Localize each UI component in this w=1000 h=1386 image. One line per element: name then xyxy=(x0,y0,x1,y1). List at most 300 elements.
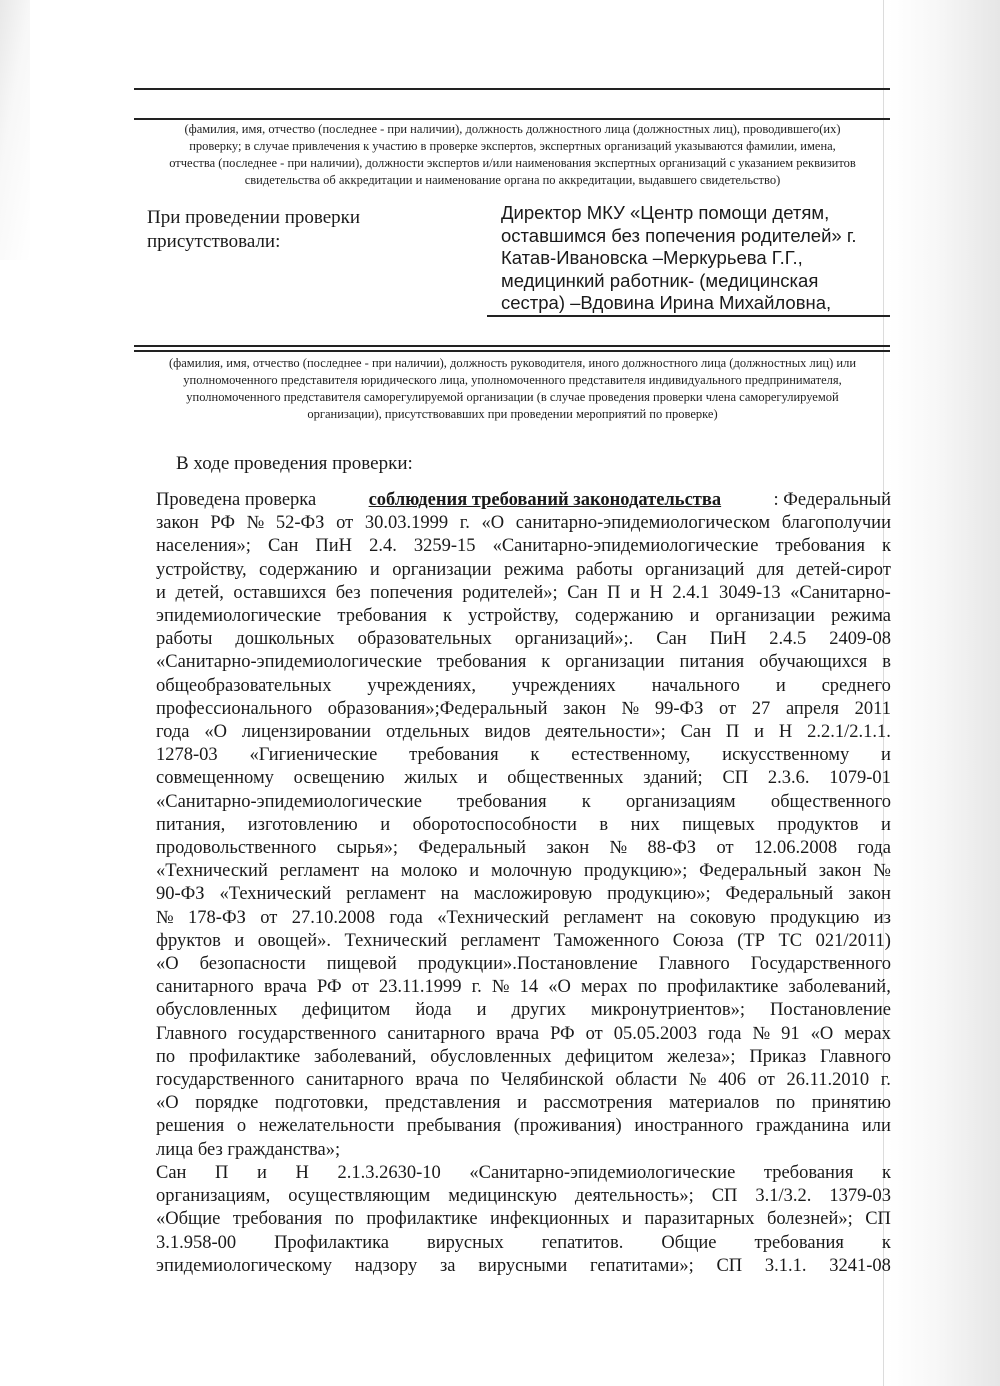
body-word: пищевых xyxy=(682,814,755,835)
body-word: нежелательности xyxy=(258,1116,395,1137)
body-word: освещению xyxy=(293,768,385,789)
body-word: 30.03.1999 xyxy=(364,513,449,534)
body-word: врача xyxy=(496,1023,540,1044)
body-word: 2.2.1/2.1.1. xyxy=(807,722,891,743)
body-word: из xyxy=(873,907,891,928)
body-word: ПиН xyxy=(315,536,353,557)
body-word: Н xyxy=(778,722,793,743)
body-word: Общие xyxy=(661,1232,717,1253)
body-line xyxy=(156,628,891,651)
body-word: изготовлению xyxy=(247,814,358,835)
body-word: врача xyxy=(415,1070,459,1091)
body-word: 3049-13 xyxy=(718,582,781,603)
body-word: детей-сирот xyxy=(796,559,891,580)
body-word: «Санитарно- xyxy=(790,582,891,603)
body-word: масложировую xyxy=(473,884,593,905)
body-word: решения xyxy=(156,1116,225,1137)
body-line xyxy=(156,1255,891,1278)
body-word: ПиН xyxy=(709,629,747,650)
body-word: 3259-15 xyxy=(413,536,476,557)
body-word: безопасности xyxy=(199,954,306,975)
body-word: в xyxy=(882,652,891,673)
body-word: без xyxy=(335,582,361,603)
body-word: Федеральный xyxy=(725,884,834,905)
body-word: 2.4.1 xyxy=(672,582,710,603)
body-word: и xyxy=(622,1209,632,1230)
body-word: № xyxy=(609,838,628,859)
body-word: деятельность»; xyxy=(574,1186,694,1207)
body-word: СП xyxy=(722,768,749,789)
body-word: «О xyxy=(481,513,505,534)
body-word: за xyxy=(439,1255,456,1276)
body-word: или xyxy=(861,1116,891,1137)
body-word: Главного xyxy=(819,1046,891,1067)
body-word: 90-ФЗ xyxy=(156,884,205,905)
body-word: и xyxy=(517,1093,528,1114)
body-word: продукцию xyxy=(770,907,860,928)
body-word: профилактике xyxy=(366,1209,478,1230)
body-word: (ТР xyxy=(737,930,765,951)
body-lines-group-2 xyxy=(156,1162,891,1278)
body-word: общеобразовательных xyxy=(156,675,332,696)
body-word: жилых xyxy=(404,768,458,789)
body-line xyxy=(156,1162,891,1185)
body-word: 3241-08 xyxy=(829,1255,891,1276)
body-word: видов xyxy=(484,722,531,743)
body-word: инфекционных xyxy=(490,1209,610,1230)
body-word: на xyxy=(370,861,390,882)
body-word: Сан xyxy=(656,629,687,650)
body-word: йода xyxy=(415,1000,452,1021)
body-word: материалов xyxy=(668,1093,760,1114)
body-word: к xyxy=(881,1232,891,1253)
body-line xyxy=(156,1046,891,1069)
body-word: профилактике xyxy=(667,977,779,998)
body-word: 2011 xyxy=(854,698,891,719)
body-word: 1079-01 xyxy=(829,768,891,789)
body-word: регламент xyxy=(460,930,541,951)
body-word: на xyxy=(440,884,459,905)
attendees-caption-line: организации), присутствовавших при проведении мероприятий по проверке) xyxy=(307,407,718,421)
presence-label-line: присутствовали: xyxy=(147,231,281,252)
body-word: 021/2011) xyxy=(815,930,891,951)
body-word: Технический xyxy=(344,930,448,951)
body-word: и xyxy=(775,675,786,696)
inspectors-caption-line: свидетельства об аккредитации и наименование органа по аккредитации, выдавшего свидетельство) xyxy=(244,173,781,187)
body-word: гепатитов. xyxy=(541,1232,624,1253)
body-word: требования xyxy=(232,1209,323,1230)
body-word: 2.3.6. xyxy=(767,768,810,789)
body-word: закон xyxy=(546,838,590,859)
body-first-suffix: : Федеральный xyxy=(773,490,891,510)
body-word: населения»; xyxy=(156,536,251,557)
body-line-first xyxy=(156,489,891,512)
body-word: режима xyxy=(503,559,564,580)
body-word: 27 xyxy=(751,698,771,719)
body-word: закон xyxy=(563,698,606,719)
body-word: «Гигиенические xyxy=(249,745,378,766)
body-word: закон xyxy=(818,861,862,882)
body-word: обучающихся xyxy=(759,652,868,673)
body-line xyxy=(156,860,891,883)
body-word: 05.05.2003 xyxy=(613,1023,698,1044)
body-word: устройству, xyxy=(156,559,247,580)
body-word: к xyxy=(581,791,591,812)
body-word: санитарного xyxy=(156,977,254,998)
body-word: режима xyxy=(831,606,891,627)
body-word: и xyxy=(477,768,488,789)
body-word: на xyxy=(657,907,676,928)
body-word: апреля xyxy=(785,698,840,719)
inspection-body xyxy=(156,489,891,1278)
body-line xyxy=(156,675,891,698)
body-line xyxy=(156,814,891,837)
scan-shadow-right xyxy=(888,0,1000,1386)
body-word: содержанию xyxy=(574,606,674,627)
body-word: представления xyxy=(385,1093,501,1114)
body-word: санитарно-эпидемиологическом xyxy=(515,513,771,534)
body-word: и xyxy=(476,1000,487,1021)
body-word: и xyxy=(469,861,480,882)
body-word: оборотоспособности xyxy=(412,814,577,835)
body-word: П xyxy=(215,1162,229,1183)
body-lines-group-1 xyxy=(156,512,891,1138)
body-line xyxy=(156,883,891,906)
presence-value xyxy=(501,202,871,315)
body-word: мерах xyxy=(581,977,628,998)
body-word: РФ xyxy=(550,1023,575,1044)
body-word: Приказ xyxy=(749,1046,807,1067)
body-word: санитарного xyxy=(387,1023,486,1044)
body-line xyxy=(156,698,891,721)
body-word: Сан xyxy=(680,722,712,743)
body-word: (проживания) xyxy=(513,1116,622,1137)
attendees-caption-line: уполномоченного представителя саморегулируемой организации (в случае проведения проверки члена саморегулируемой xyxy=(186,390,839,404)
body-word: гепатитами»; xyxy=(590,1255,694,1276)
top-rule-2 xyxy=(134,118,890,120)
body-line xyxy=(156,767,891,790)
body-line xyxy=(156,1115,891,1138)
body-word: 26.11.2010 xyxy=(786,1070,870,1091)
body-word: принятию xyxy=(811,1093,891,1114)
body-word: сырья»; xyxy=(336,838,398,859)
body-word: П xyxy=(607,582,621,603)
body-word: регламент xyxy=(563,907,643,928)
body-word: естественному, xyxy=(571,745,691,766)
body-word: микронутриентов»; xyxy=(590,1000,746,1021)
body-word: «О xyxy=(204,722,227,743)
body-word: образовательных xyxy=(357,629,492,650)
body-word: общественного xyxy=(770,791,891,812)
body-word: 3.1.958-00 xyxy=(156,1232,237,1253)
body-word: и xyxy=(380,814,391,835)
body-word: лицензировании xyxy=(241,722,372,743)
body-word: организации xyxy=(565,652,665,673)
body-word: санитарного xyxy=(306,1070,404,1091)
top-rule-1 xyxy=(134,88,890,90)
body-word: оставшихся xyxy=(233,582,327,603)
body-word: РФ xyxy=(210,513,235,534)
presence-value-line: Катав-Ивановска –Меркурьева Г.Г., xyxy=(501,247,803,268)
body-word: 1278-03 xyxy=(156,745,218,766)
body-word: требования xyxy=(457,791,547,812)
body-line xyxy=(156,535,891,558)
body-word: 2409-08 xyxy=(829,629,891,650)
presence-value-line: медицинкий работник- (медицинская xyxy=(501,269,819,291)
body-word: в xyxy=(599,814,609,835)
body-line xyxy=(156,1139,891,1162)
body-word: медицинскую xyxy=(448,1186,557,1207)
body-word: обусловленных xyxy=(156,1000,278,1021)
body-word: дефицитом xyxy=(302,1000,391,1021)
body-word: 3.1.1. xyxy=(764,1255,807,1276)
body-word: Таможенного xyxy=(553,930,660,951)
body-word: устройству, xyxy=(468,606,559,627)
body-word: Союза xyxy=(672,930,724,951)
body-word: дефицитом xyxy=(565,1046,654,1067)
body-word: к xyxy=(530,745,540,766)
mid-rule-1 xyxy=(134,345,890,347)
body-line xyxy=(156,1092,891,1115)
body-line xyxy=(156,744,891,767)
body-word: детей, xyxy=(175,582,224,603)
body-word: № xyxy=(621,698,640,719)
body-word: работы xyxy=(576,559,633,580)
body-word: организаций»;. xyxy=(514,629,634,650)
body-word: Сан xyxy=(567,582,598,603)
body-word: СП xyxy=(716,1255,743,1276)
body-word: «О xyxy=(810,1023,834,1044)
body-word: СП xyxy=(865,1209,891,1230)
body-word: года xyxy=(708,1023,742,1044)
body-word: 91 xyxy=(781,1023,800,1044)
body-word: паразитарных xyxy=(644,1209,755,1230)
body-word: по xyxy=(637,977,657,998)
body-word: Профилактика xyxy=(274,1232,390,1253)
body-word: благополучии xyxy=(781,513,891,534)
body-word: деятельности»; xyxy=(545,722,666,743)
body-word: «Общие xyxy=(156,1209,221,1230)
body-word: Главного xyxy=(658,954,730,975)
body-word: зданий; xyxy=(643,768,703,789)
body-word: совмещенному xyxy=(156,768,274,789)
body-word: железа»; xyxy=(667,1046,736,1067)
body-word: овощей». xyxy=(257,930,332,951)
presence-value-line: оставшимся без попечения родителей» г. xyxy=(501,224,857,246)
attendees-caption xyxy=(140,355,885,423)
body-word: Н xyxy=(295,1162,309,1183)
body-word: других xyxy=(511,1000,566,1021)
body-word: по xyxy=(334,1209,354,1230)
body-word: требования xyxy=(754,1232,844,1253)
body-word: 99-ФЗ xyxy=(654,698,704,719)
body-word: государственного xyxy=(156,1070,295,1091)
body-word: иностранного xyxy=(634,1116,744,1137)
body-word: дошкольных xyxy=(235,629,335,650)
body-word: года xyxy=(857,838,891,859)
body-word: заболеваний, xyxy=(314,1046,417,1067)
body-word: питания, xyxy=(156,814,226,835)
body-word: «Санитарно-эпидемиологические xyxy=(469,1162,736,1183)
body-word: от xyxy=(585,1023,603,1044)
body-word: «Санитарно-эпидемиологические xyxy=(156,791,422,812)
body-word: «Санитарно-эпидемиологические xyxy=(492,536,759,557)
body-line xyxy=(156,1023,891,1046)
body-word: 178-ФЗ xyxy=(188,907,246,928)
body-word: к xyxy=(541,652,551,673)
body-word: по xyxy=(775,1093,796,1114)
body-word: организациям, xyxy=(156,1186,271,1207)
body-word: «О xyxy=(548,977,571,998)
body-word: по xyxy=(470,1070,490,1091)
presence-value-line: Директор МКУ «Центр помощи детям, xyxy=(501,202,830,223)
body-word: требования xyxy=(409,745,499,766)
body-line xyxy=(156,1208,891,1231)
body-word: для xyxy=(756,559,785,580)
body-word: «Санитарно-эпидемиологические xyxy=(156,652,422,673)
body-line xyxy=(156,976,891,999)
body-word: вирусными xyxy=(478,1255,568,1276)
body-word: 27.10.2008 xyxy=(291,907,375,928)
body-word: и xyxy=(234,930,245,951)
body-line xyxy=(156,907,891,930)
body-word: от xyxy=(716,838,734,859)
body-word: и xyxy=(754,722,765,743)
body-word: требования xyxy=(775,536,865,557)
presence-label-line: При проведении проверки xyxy=(147,207,361,228)
section-heading: В ходе проведения проверки: xyxy=(176,453,413,474)
body-word: учреждениях, xyxy=(367,675,476,696)
body-word: питания xyxy=(679,652,745,673)
body-word: работы xyxy=(156,629,213,650)
presence-label xyxy=(147,206,467,254)
body-word: 2.4. xyxy=(369,536,397,557)
body-word: Сан xyxy=(156,1162,187,1183)
body-word: 2.4.5 xyxy=(769,629,807,650)
body-word: к xyxy=(881,1162,891,1183)
body-line xyxy=(156,953,891,976)
body-word: организаций xyxy=(645,559,745,580)
body-word: подготовки, xyxy=(274,1093,369,1114)
body-word: 14 xyxy=(519,977,539,998)
body-word: и xyxy=(630,582,640,603)
body-line xyxy=(156,721,891,744)
body-line xyxy=(156,605,891,628)
body-word: Федеральный xyxy=(418,838,527,859)
body-word: и xyxy=(257,1162,267,1183)
body-word: врача xyxy=(263,977,307,998)
body-word: организации xyxy=(392,559,492,580)
body-word: «Технический xyxy=(156,861,268,882)
body-word: и xyxy=(689,606,700,627)
body-word: организации xyxy=(715,606,815,627)
body-word: «О xyxy=(156,1093,179,1114)
body-word: к xyxy=(882,536,891,557)
body-word: 3.1/3.2. xyxy=(755,1186,812,1207)
attendees-caption-line: уполномоченного представителя юридического лица, уполномоченного представителя индивидуального предпринимателя, xyxy=(183,373,842,387)
body-line xyxy=(156,582,891,605)
body-word: ТС xyxy=(778,930,803,951)
body-word: порядке xyxy=(195,1093,259,1114)
body-word: 52-ФЗ xyxy=(275,513,325,534)
body-word: осуществляющим xyxy=(288,1186,431,1207)
mid-rule-2 xyxy=(134,350,890,352)
body-word: от xyxy=(719,698,737,719)
body-word: и xyxy=(881,745,891,766)
body-line xyxy=(156,559,891,582)
body-word: регламент xyxy=(346,884,426,905)
body-line xyxy=(156,999,891,1022)
body-word: эпидемиологическому xyxy=(156,1255,333,1276)
body-word: 88-ФЗ xyxy=(647,838,697,859)
body-word: искусственному xyxy=(722,745,850,766)
body-word: пищевой xyxy=(326,954,397,975)
body-word: № xyxy=(156,907,174,928)
inspectors-caption-line: отчества (последнее - при наличии), должности экспертов и/или наименования экспертных организаций с указанием реквизитов xyxy=(169,156,856,170)
body-word: Главного xyxy=(156,1023,228,1044)
body-line xyxy=(156,837,891,860)
body-word: пребывания xyxy=(406,1116,502,1137)
body-word: молочную xyxy=(490,861,572,882)
body-word: 1379-03 xyxy=(829,1186,891,1207)
body-line xyxy=(156,1069,891,1092)
inspectors-caption xyxy=(140,121,885,189)
body-word: родителей»; xyxy=(462,582,558,603)
body-word: от xyxy=(336,513,354,534)
attendees-caption-line: (фамилия, имя, отчество (последнее - при наличии), должность руководителя, иного должностного лица (должностных лиц) или xyxy=(168,356,857,370)
body-word: РФ xyxy=(316,977,342,998)
body-line xyxy=(156,791,891,814)
body-line xyxy=(156,1232,891,1255)
body-word: рассмотрения xyxy=(543,1093,653,1114)
body-word: от xyxy=(260,907,278,928)
body-word: Государственного xyxy=(750,954,891,975)
body-word: продуктов xyxy=(777,814,859,835)
body-first-bold: соблюдения требований законодательства xyxy=(368,490,722,510)
body-word: 406 xyxy=(718,1070,746,1091)
body-line xyxy=(156,1185,891,1208)
body-word: попечения xyxy=(370,582,453,603)
presence-underline xyxy=(487,315,890,317)
body-word: учреждениях xyxy=(511,675,616,696)
body-word: № xyxy=(491,977,510,998)
body-word: Сан xyxy=(267,536,299,557)
body-word: общественных xyxy=(507,768,624,789)
body-word: профилактике xyxy=(188,1046,301,1067)
body-line xyxy=(156,930,891,953)
presence-value-line: сестра) –Вдовина Ирина Михайловна, xyxy=(501,292,832,313)
body-word: них xyxy=(630,814,660,835)
body-word: к xyxy=(443,606,453,627)
body-word: фруктов xyxy=(156,930,221,951)
body-first-prefix: Проведена проверка xyxy=(156,490,317,510)
body-word: закон xyxy=(156,513,199,534)
body-word: года xyxy=(156,722,190,743)
body-word: 2.1.3.2630-10 xyxy=(337,1162,441,1183)
body-word: продовольственного xyxy=(156,838,317,859)
body-word: образования»;Федеральный xyxy=(327,698,548,719)
body-word: Челябинской xyxy=(501,1070,604,1091)
body-word: мерах xyxy=(844,1023,891,1044)
body-word: продукции».Постановление xyxy=(417,954,638,975)
body-word: молоко xyxy=(400,861,458,882)
body-word: профессионального xyxy=(156,698,313,719)
inspectors-caption-line: проверку; в случае привлечения к участию в проверке экспертов, экспертных организаций указываются фамилии, имена, xyxy=(189,139,836,153)
body-word: г. xyxy=(880,1070,891,1091)
body-word: требования xyxy=(436,652,527,673)
body-word: № xyxy=(752,1023,771,1044)
body-word: и xyxy=(881,814,891,835)
